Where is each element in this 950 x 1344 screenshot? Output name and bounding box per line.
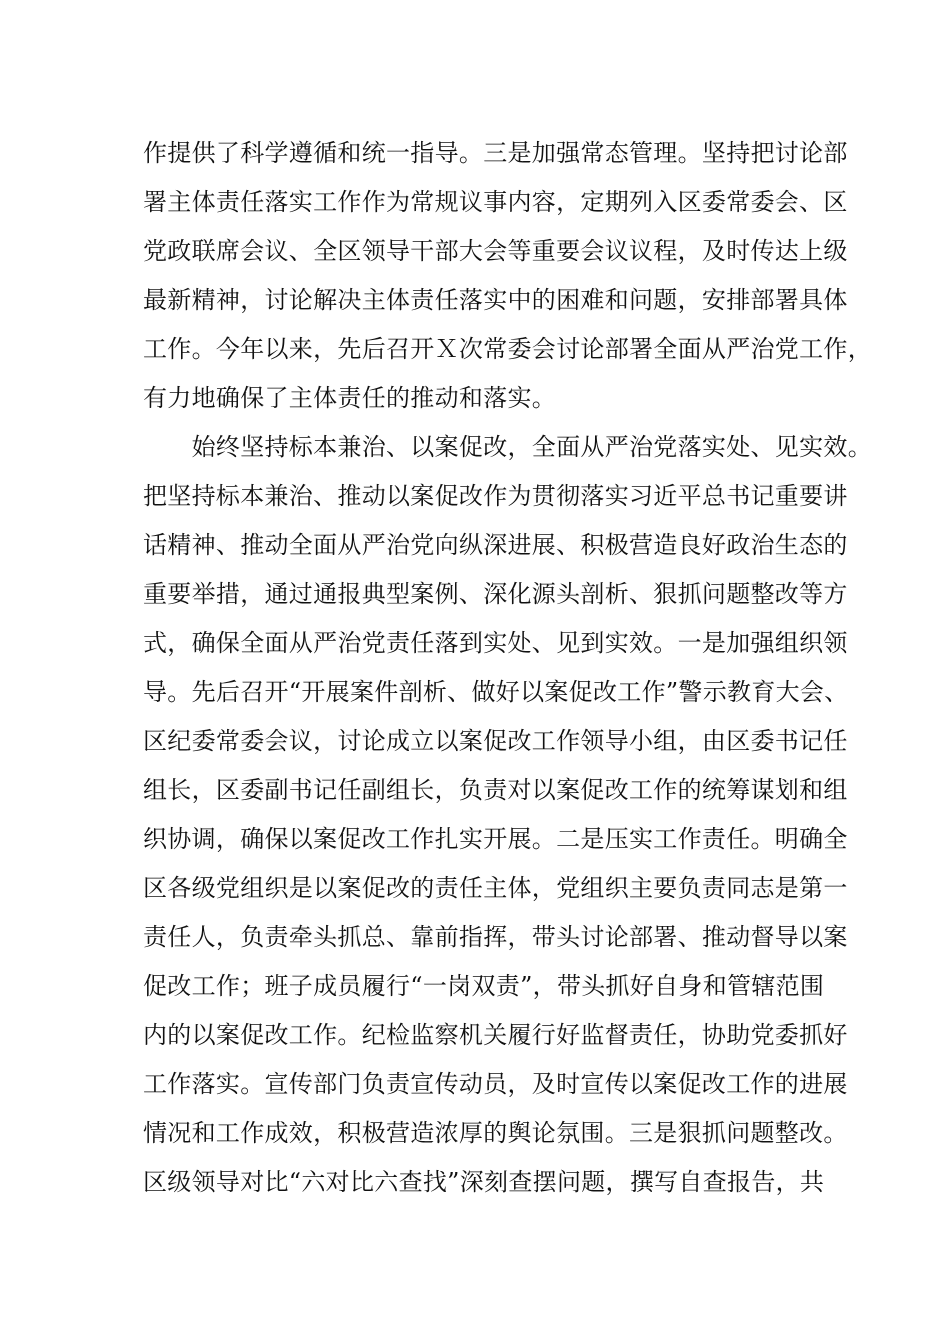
text-line: 党政联席会议、全区领导干部大会等重要会议议程，及时传达上级 [143, 237, 848, 265]
text-line: 话精神、推动全面从严治党向纵深进展、积极营造良好政治生态的 [143, 531, 848, 559]
text-line: 责任人，负责牵头抓总、靠前指挥，带头讨论部署、推动督导以案 [143, 923, 848, 951]
text-line: 导。先后召开“开展案件剖析、做好以案促改工作”警示教育大会、 [143, 678, 849, 706]
text-line: 工作。今年以来，先后召开Ｘ次常委会讨论部署全面从严治党工作， [143, 335, 872, 363]
text-line: 情况和工作成效，积极营造浓厚的舆论氛围。三是狠抓问题整改。 [143, 1119, 848, 1147]
text-line: 始终坚持标本兼治、以案促改，全面从严治党落实处、见实效。 [143, 433, 872, 461]
text-line: 组长，区委副书记任副组长，负责对以案促改工作的统筹谋划和组 [143, 776, 848, 804]
text-line: 式，确保全面从严治党责任落到实处、见到实效。一是加强组织领 [143, 629, 848, 657]
text-line: 工作落实。宣传部门负责宣传动员，及时宣传以案促改工作的进展 [143, 1070, 848, 1098]
text-line: 区级领导对比“六对比六查找”深刻查摆问题，撰写自查报告，共 [143, 1168, 825, 1196]
text-line: 重要举措，通过通报典型案例、深化源头剖析、狠抓问题整改等方 [143, 580, 848, 608]
text-line: 最新精神，讨论解决主体责任落实中的困难和问题，安排部署具体 [143, 286, 848, 314]
text-line: 织协调，确保以案促改工作扎实开展。二是压实工作责任。明确全 [143, 825, 848, 853]
text-line: 内的以案促改工作。纪检监察机关履行好监督责任，协助党委抓好 [143, 1021, 848, 1049]
text-line: 作提供了科学遵循和统一指导。三是加强常态管理。坚持把讨论部 [143, 139, 848, 167]
text-line: 署主体责任落实工作作为常规议事内容，定期列入区委常委会、区 [143, 188, 848, 216]
text-line: 有力地确保了主体责任的推动和落实。 [143, 384, 557, 412]
text-line: 区各级党组织是以案促改的责任主体，党组织主要负责同志是第一 [143, 874, 848, 902]
text-line: 促改工作；班子成员履行“一岗双责”，带头抓好自身和管辖范围 [143, 972, 825, 1000]
text-line: 区纪委常委会议，讨论成立以案促改工作领导小组，由区委书记任 [143, 727, 848, 755]
text-line: 把坚持标本兼治、推动以案促改作为贯彻落实习近平总书记重要讲 [143, 482, 848, 510]
